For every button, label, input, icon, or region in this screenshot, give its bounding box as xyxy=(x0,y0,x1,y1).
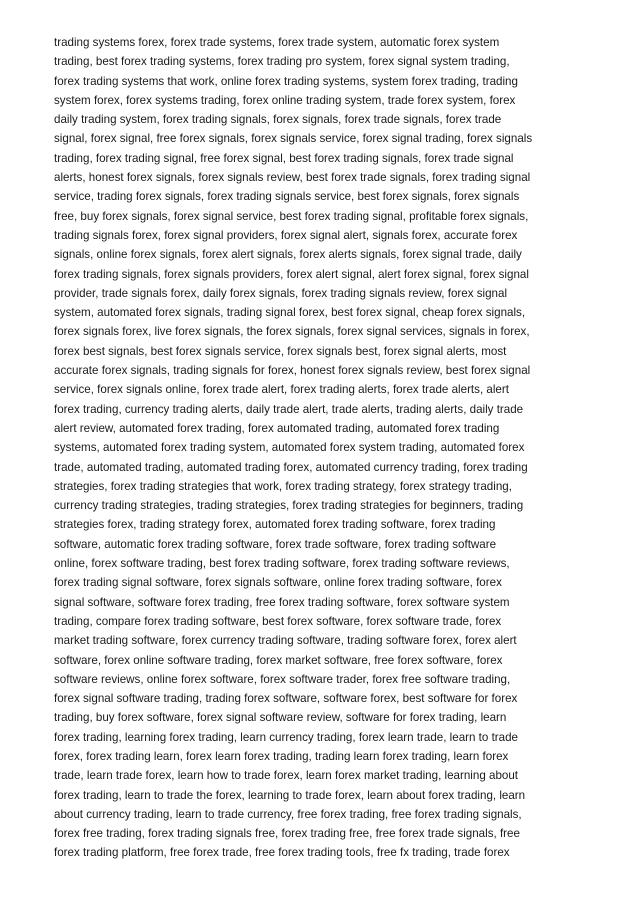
text-line: service, forex signals online, forex trade alert, forex trading alerts, forex trade alerts, alert xyxy=(54,383,509,397)
text-line: forex signal software trading, trading forex software, software forex, best software for forex xyxy=(54,692,518,706)
text-line: forex, forex trading learn, forex learn forex trading, trading learn forex trading, learn forex xyxy=(54,749,509,763)
text-line: strategies forex, trading strategy forex, automated forex trading software, forex trading xyxy=(54,518,496,532)
text-line: forex trading, learning forex trading, learn currency trading, forex learn trade, learn to trade xyxy=(54,730,518,744)
text-line: online, forex software trading, best forex trading software, forex trading software reviews, xyxy=(54,557,510,571)
body-text xyxy=(54,33,594,863)
text-line: forex trading systems that work, online forex trading systems, system forex trading, trading xyxy=(54,74,518,88)
text-line: currency trading strategies, trading strategies, forex trading strategies for beginners, trading xyxy=(54,499,524,513)
text-line: forex trading signal software, forex signals software, online forex trading software, forex xyxy=(54,576,502,590)
text-line: trading, compare forex trading software, best forex software, forex software trade, forex xyxy=(54,614,502,628)
text-line: software reviews, online forex software, forex software trader, forex free software trading, xyxy=(54,672,511,686)
text-line: forex trading, currency trading alerts, daily trade alert, trade alerts, trading alerts, daily trade xyxy=(54,402,524,416)
text-line: alert review, automated forex trading, forex automated trading, automated forex trading xyxy=(54,421,500,435)
text-line: signal, forex signal, free forex signals, forex signals service, forex signal trading, forex signals xyxy=(54,132,533,146)
text-line: trade, learn trade forex, learn how to trade forex, learn forex market trading, learning about xyxy=(54,769,519,783)
text-line: forex signals forex, live forex signals, the forex signals, forex signal services, signals in forex, xyxy=(54,325,530,339)
text-line: service, trading forex signals, forex trading signals service, best forex signals, forex signals xyxy=(54,190,520,204)
text-line: strategies, forex trading strategies that work, forex trading strategy, forex strategy trading, xyxy=(54,479,512,493)
text-line: trade, automated trading, automated trading forex, automated currency trading, forex trading xyxy=(54,460,528,474)
text-line: trading, buy forex software, forex signal software review, software for forex trading, learn xyxy=(54,711,507,725)
text-line: forex trading signals, forex signals providers, forex alert signal, alert forex signal, forex signal xyxy=(54,267,529,281)
text-line: about currency trading, learn to trade currency, free forex trading, free forex trading signals, xyxy=(54,807,522,821)
text-line: forex free trading, forex trading signals free, forex trading free, free forex trade signals, free xyxy=(54,827,520,841)
text-line: signals, online forex signals, forex alert signals, forex alerts signals, forex signal trade, daily xyxy=(54,248,522,262)
text-line: trading, forex trading signal, free forex signal, best forex trading signals, forex trade signal xyxy=(54,151,514,165)
text-line: forex trading platform, free forex trade, free forex trading tools, free fx trading, trade forex xyxy=(54,846,510,860)
text-line: trading, best forex trading systems, forex trading pro system, forex signal system trading, xyxy=(54,55,510,69)
text-line: market trading software, forex currency trading software, trading software forex, forex alert xyxy=(54,634,517,648)
text-line: trading signals forex, forex signal providers, forex signal alert, signals forex, accurate forex xyxy=(54,228,518,242)
text-line: signal software, software forex trading, free forex trading software, forex software system xyxy=(54,595,510,609)
text-line: systems, automated forex trading system, automated forex system trading, automated forex xyxy=(54,441,525,455)
text-line: system forex, forex systems trading, forex online trading system, trade forex system, forex xyxy=(54,93,516,107)
text-line: trading systems forex, forex trade systems, forex trade system, automatic forex system xyxy=(54,36,500,49)
text-line: software, automatic forex trading software, forex trade software, forex trading software xyxy=(54,537,497,551)
text-line: forex trading, learn to trade the forex, learning to trade forex, learn about forex trading, learn xyxy=(54,788,526,802)
text-line: accurate forex signals, trading signals for forex, honest forex signals review, best forex signal xyxy=(54,364,531,378)
text-line: free, buy forex signals, forex signal service, best forex trading signal, profitable forex signals, xyxy=(54,209,529,223)
text-line: forex best signals, best forex signals service, forex signals best, forex signal alerts, most xyxy=(54,344,507,358)
text-line: daily trading system, forex trading signals, forex signals, forex trade signals, forex trade xyxy=(54,113,502,127)
text-line: software, forex online software trading, forex market software, free forex software, forex xyxy=(54,653,503,667)
text-line: system, automated forex signals, trading signal forex, best forex signal, cheap forex signals, xyxy=(54,306,526,320)
text-line: alerts, honest forex signals, forex signals review, best forex trade signals, forex trading signal xyxy=(54,171,531,185)
text-line: provider, trade signals forex, daily forex signals, forex trading signals review, forex signal xyxy=(54,286,508,300)
